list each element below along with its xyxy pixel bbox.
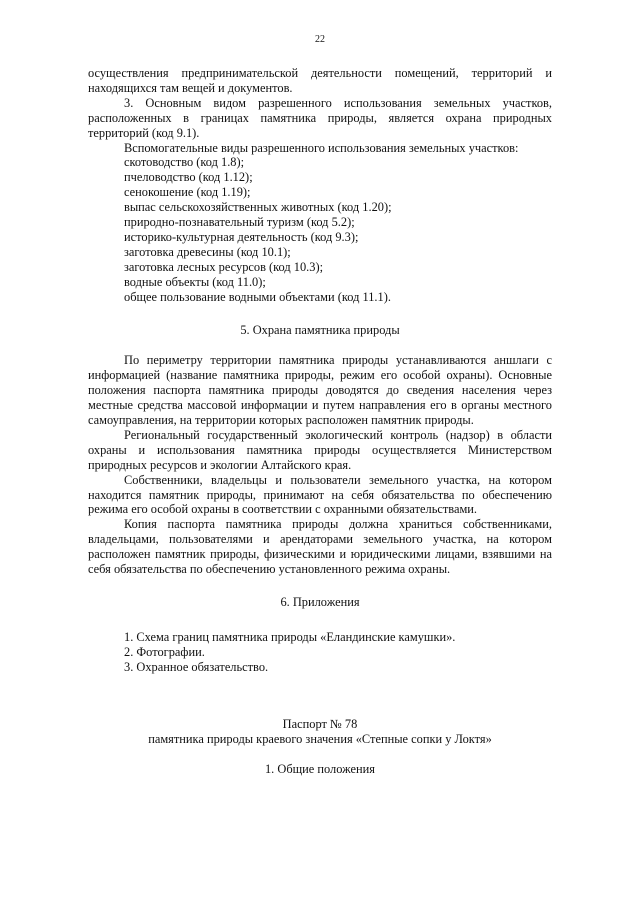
aux-use-item: историко-культурная деятельность (код 9.3); [124,229,359,244]
intro-paragraph: осуществления предпринимательской деятельности помещений, территорий и находящихся там вещей и документов. [88,66,552,95]
aux-uses-heading: Вспомогательные виды разрешенного использования земельных участков: [124,140,519,155]
aux-use-item: сенокошение (код 1.19); [124,185,251,200]
document-body [88,66,552,777]
aux-use-item: заготовка древесины (код 10.1); [124,244,291,259]
passport-subtitle: памятника природы краевого значения «Степные сопки у Локтя» [148,731,492,746]
section-5-paragraph: По периметру территории памятника природы устанавливаются аншлаги с информацией (название памятника природы, режим его особой охраны). Основные положения паспорта памятника природы доводятся до сведения населения через местные средства массовой информации и путем направления его в органы местного самоуправления, на территории которых расположен памятник природы. [88,353,552,428]
aux-use-item: выпас сельскохозяйственных животных (код 1.20); [124,200,392,215]
passport-title: Паспорт № 78 [282,716,358,731]
section-6-title: 6. Приложения [280,595,360,609]
aux-use-item: природно-познавательный туризм (код 5.2); [124,215,355,230]
section-1-title: 1. Общие положения [264,762,375,777]
section-5-title: 5. Охрана памятника природы [240,322,400,337]
aux-use-item: общее пользование водными объектами (код 11.1). [124,289,391,304]
section-5-paragraph: Региональный государственный экологический контроль (надзор) в области охраны и использования памятника природы осуществляется Министерством природных ресурсов и экологии Алтайского края. [88,427,552,472]
appendix-item: 3. Охранное обязательство. [124,659,269,674]
aux-use-item: пчеловодство (код 1.12); [124,170,253,185]
appendix-item: 2. Фотографии. [124,644,205,659]
page-number: 22 [315,34,325,45]
aux-use-item: водные объекты (код 11.0); [124,274,266,289]
aux-use-item: скотоводство (код 1.8); [124,155,245,170]
paragraph-3: 3. Основным видом разрешенного использования земельных участков, расположенных в границах памятника природы, является охрана природных территорий (код 9.1). [88,95,552,140]
aux-use-item: заготовка лесных ресурсов (код 10.3); [124,259,324,274]
appendix-item: 1. Схема границ памятника природы «Еландинские камушки». [124,629,456,644]
section-5-paragraph: Собственники, владельцы и пользователи земельного участка, на котором находится памятник природы, принимают на себя обязательства по обеспечению режима его особой охраны в соответствии с охранными обязательствами. [88,472,552,517]
section-5-paragraph: Копия паспорта памятника природы должна храниться собственниками, владельцами, пользователями и арендаторами земельного участка, на котором расположен памятник природы, физическими и юридическими лицами, взявшими на себя обязательства по обеспечению установленного режима охраны. [88,517,552,577]
